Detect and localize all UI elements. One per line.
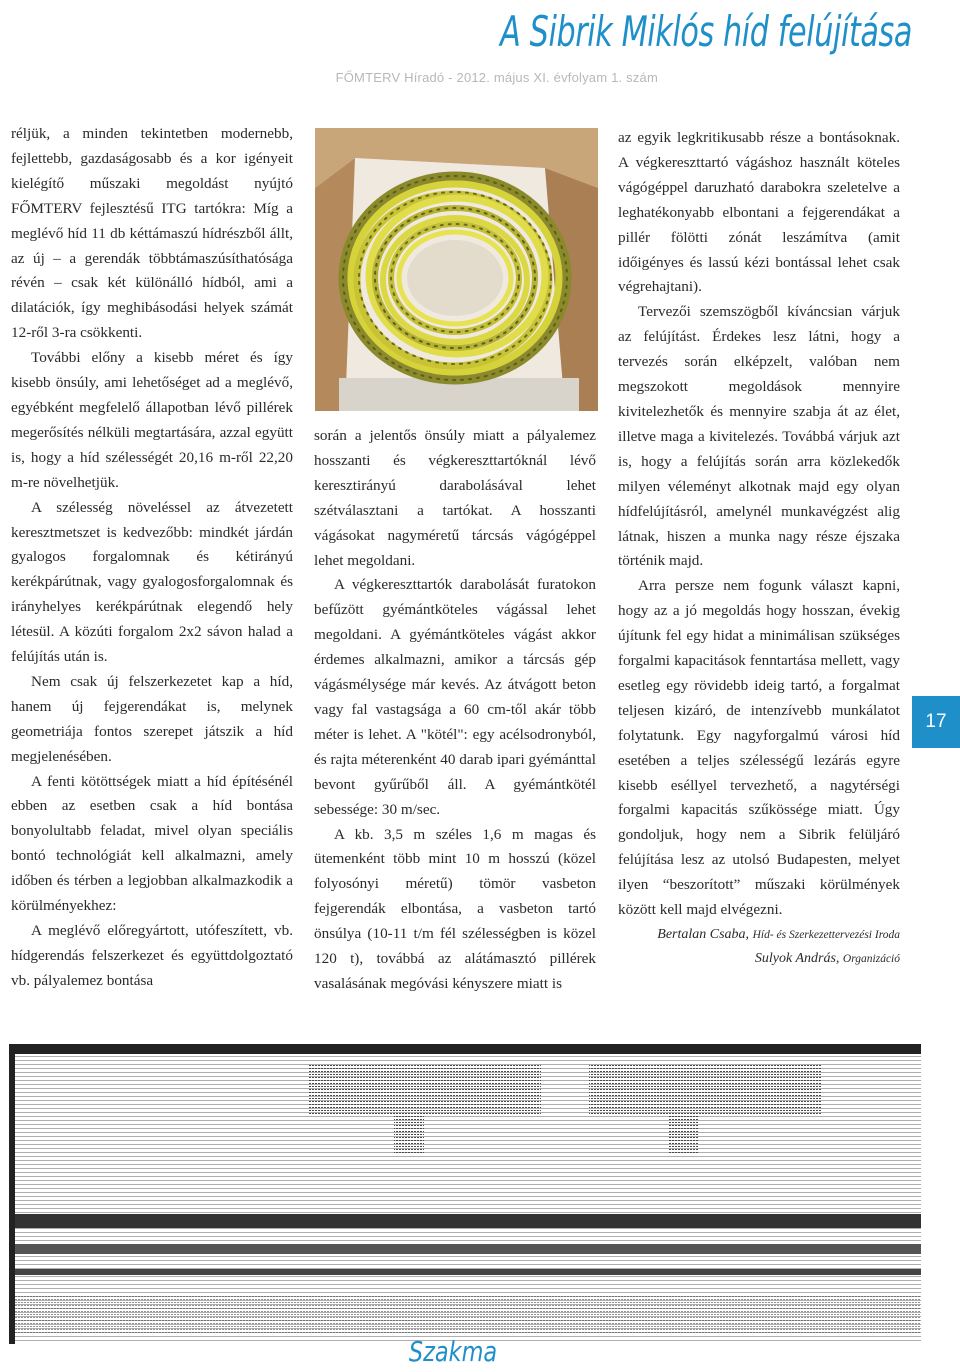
- paragraph: További előny a kisebb méret és így kisebb önsúly, ami lehetőséget ad a meglévő, egyébként megfelelő állapotban lévő pillérek megerősítés nélküli megtartására, azzal együtt is, hogy a híd szélességét 20,16 m-ről 22,20 m-re növelhetjük.: [11, 349, 293, 491]
- text-column-2: [314, 424, 596, 997]
- author-role: Organizáció: [842, 953, 900, 965]
- text-column-3: [618, 126, 900, 971]
- paragraph: során a jelentős önsúly miatt a pályalemez hosszanti és végkereszttartóknál lévő keresztirányú darabolásával lehet szétválasztani a tartókat. A hosszanti vágásokat nagyméretű tárcsás vágógéppel lehet megoldani.: [314, 427, 596, 569]
- paragraph: Tervezői szemszögből kíváncsian várjuk az felújítást. Érdekes lesz látni, hogy a tervezés során elképzelt, valóban nem megszokott megoldások mennyire kivitelezhetők és mennyire szabja át az élet, illetve maga a kivitelezés. Továbbá várjuk azt is, hogy a felújítás során arra közlekedők milyen véleményt alkotnak majd egy olyan hídfelújításról, amelynél munkavégzést alig látnak, hiszen a munka nagy része éjszaka történik majd.: [618, 303, 900, 570]
- paragraph: A végkereszttartók darabolását furatokon befűzött gyémántköteles vágással lehet megoldani. A gyémántköteles vágást akkor érdemes alkalmazni, amikor a tárcsás gép vágásmélysége már kevés. Az átvágott beton vagy fal vastagsága a 60 cm-től akár több méter is lehet. A "kötél": egy acélsodronyból, és rajta méterenként 40 darab ipari gyémánttal bevont gyűrűből áll. A gyémántkötél sebessége: 30 m/sec.: [314, 576, 596, 818]
- author-role: Híd- és Szerkezettervezési Iroda: [752, 929, 900, 941]
- paragraph: A meglévő előregyártott, utófeszített, vb. hídgerendás felszerkezet és együttdolgoztató vb. pályalemez bontása: [11, 922, 293, 989]
- page-number: 17: [925, 711, 947, 732]
- paragraph: A szélesség növeléssel az átvezetett keresztmetszet is kedvezőbb: mindkét járdán gyalogos forgalomnak és kétirányú kerékpárútnak, vagy gyalogosforgalomnak és irányhelyes kerékpárútnak elegendő hely létesül. A közúti forgalom 2x2 sávon halad a felújítás után is.: [11, 498, 293, 666]
- author-name: Bertalan Csaba,: [657, 927, 750, 942]
- paragraph: Arra persze nem fogunk választ kapni, hogy az a jó megoldás hogy hosszan, évekig újítunk fel egy hidat a minimálisan szükséges forgalmi kapacitások fenntartása mellett, vagy esetleg egy rövidebb ideig tartó, a forgalmat teljesen kizáró, de intenzívebb munkálatot folytatunk. Egy nagyforgalmú városi híd esetében a teljes szélességű lezárás egyre kisebb eséllyel tervezhető, a nagytérségi forgalmi kapacitás szűkössége miatt. Úgy gondoljuk, hogy nem a Sibrik felüljáró felújítása lesz az utolsó Budapesten, melyet ilyen “beszorított” műszaki körülmények között kell majd elvégezni.: [618, 577, 900, 919]
- paragraph: réljük, a minden tekintetben modernebb, fejlettebb, gazdaságosabb és a kor igényeit kielégítő műszaki megoldást nyújtó FŐMTERV fejlesztésű ITG tartókra: Míg a meglévő híd 11 db kéttámaszú hídrészből állt, az új – a gerendák többtámaszúsíthatósága révén – csak két különálló hídból, ami a dilatációk, így meghibásodási helyek számát 12-ről 3-ra csökkenti.: [11, 125, 293, 342]
- bridge-cross-section-drawing: [9, 1044, 921, 1344]
- paragraph: az egyik legkritikusabb része a bontásoknak. A végkereszttartó vágáshoz használt köteles vágógéppel daruzható darabokra szeletelve a leghatékonyabb elbontani a fejgerendákat a pillér fölötti zónát leszámítva (amit időigényes és lassú kézi bontással lehet csak végrehajtani).: [618, 129, 900, 296]
- diamond-wire-coil-image: [315, 128, 598, 411]
- page-title: A Sibrik Miklós híd felújítása: [500, 7, 912, 56]
- paragraph: A fenti kötöttségek miatt a híd építésénél ebben az esetben csak a híd bontása bonyolultabb feladat, mivel olyan speciális bontó technológiát kell alkalmazni, amely időben és térben a legjobban alkalmazkodik a körülményekhez:: [11, 772, 293, 915]
- diamond-wire-photo: [315, 128, 598, 411]
- author-name: Sulyok András,: [754, 951, 840, 966]
- issue-subtitle: FŐMTERV Híradó - 2012. május XI. évfolyam 1. szám: [335, 70, 658, 85]
- paragraph: A kb. 3,5 m széles 1,6 m magas és ütemenként több mint 10 m hosszú (közel folyosónyi méretű) tömör vasbeton fejgerendák elbontása, a vasbeton tartó önsúlya (10-11 t/m fél szélességben is közel 120 t), továbbá az alátámasztó pillérek vasalásának megóvási kényszere miatt is: [314, 825, 596, 992]
- section-name: Szakma: [408, 1335, 498, 1368]
- page-number-tab: [912, 696, 960, 748]
- author-signature: [618, 923, 900, 947]
- technical-drawing-image: [9, 1044, 921, 1344]
- author-signature: [618, 947, 900, 971]
- paragraph: Nem csak új felszerkezetet kap a híd, hanem új fejgerendákat is, melynek geometriája fontos szerepet játszik a híd megjelenésében.: [11, 672, 293, 765]
- text-column-1: [11, 122, 293, 994]
